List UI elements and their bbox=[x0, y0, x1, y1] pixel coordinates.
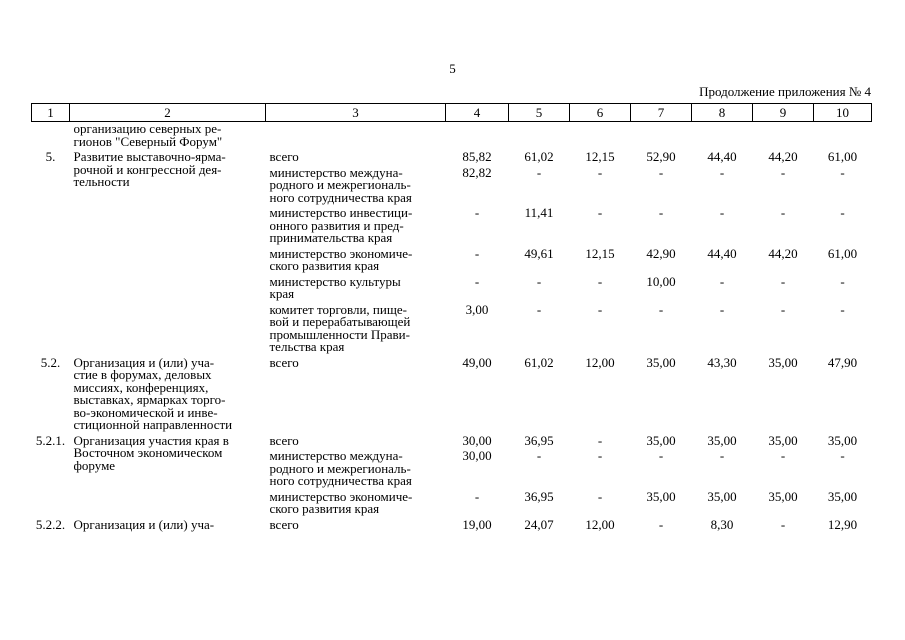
amount-cell: - bbox=[658, 516, 664, 532]
item-number: 5.2.2. bbox=[35, 516, 66, 532]
funding-source: всего bbox=[269, 149, 299, 164]
amount-cell: - bbox=[840, 164, 845, 180]
amount-cell: - bbox=[597, 432, 603, 448]
item-name: Организация и (или) уча- bbox=[73, 516, 215, 532]
amount-cell: 12,90 bbox=[827, 516, 858, 532]
amount-cell: - bbox=[597, 448, 603, 463]
amount-cell: 49,61 bbox=[524, 245, 554, 261]
amount-cell: 35,00 bbox=[768, 432, 798, 448]
amount-cell: 44,40 bbox=[707, 245, 737, 261]
header-cell: 6 bbox=[570, 104, 631, 122]
amount-cell: - bbox=[780, 273, 786, 289]
header-cell: 3 bbox=[266, 104, 446, 122]
amount-cell: - bbox=[719, 273, 725, 289]
amount-cell: - bbox=[474, 488, 480, 504]
amount-cell: - bbox=[536, 448, 542, 463]
page-number: 5 bbox=[449, 61, 456, 76]
amount-cell: 61,02 bbox=[524, 149, 554, 164]
amount-cell: - bbox=[658, 205, 664, 220]
amount-cell: 36,95 bbox=[524, 488, 554, 504]
amount-cell: 35,00 bbox=[827, 488, 858, 504]
amount-cell: 35,00 bbox=[768, 488, 798, 504]
amount-cell: - bbox=[658, 301, 664, 317]
table-row bbox=[32, 150, 872, 166]
amount-cell: 44,40 bbox=[707, 149, 737, 164]
funding-source: всего bbox=[269, 432, 299, 448]
funding-source: всего bbox=[269, 354, 299, 370]
amount-cell: - bbox=[597, 488, 603, 504]
amount-cell: 36,95 bbox=[524, 432, 554, 448]
amount-cell: 11,41 bbox=[524, 205, 554, 220]
amount-cell: 35,00 bbox=[646, 354, 676, 370]
amount-cell: - bbox=[840, 273, 845, 289]
table-row bbox=[32, 518, 872, 534]
amount-cell: 52,90 bbox=[646, 149, 676, 164]
header-cell: 1 bbox=[32, 104, 70, 122]
amount-cell: - bbox=[840, 205, 845, 220]
amount-cell: - bbox=[597, 205, 603, 220]
amount-cell: 30,00 bbox=[462, 448, 492, 463]
amount-cell: 42,90 bbox=[646, 245, 676, 261]
amount-cell: - bbox=[536, 273, 542, 289]
amount-cell: - bbox=[658, 164, 664, 180]
amount-cell: - bbox=[597, 164, 603, 180]
amount-cell: 12,00 bbox=[585, 516, 615, 532]
amount-cell: - bbox=[780, 448, 786, 463]
amount-cell: - bbox=[474, 245, 480, 261]
funding-source: министерство экономиче- ского развития края bbox=[269, 245, 413, 273]
continued-item-name: организацию северных ре- гионов "Северный Форум" bbox=[73, 121, 223, 149]
amount-cell: - bbox=[780, 205, 786, 220]
item-number: 5.2. bbox=[40, 354, 61, 370]
item-name: Развитие выставочно-ярма- рочной и конгрессной дея- тельности bbox=[73, 149, 226, 189]
amount-cell: 61,00 bbox=[827, 149, 858, 164]
amount-cell: 30,00 bbox=[462, 432, 492, 448]
amount-cell: 35,00 bbox=[707, 432, 737, 448]
funding-source: министерство междуна- родного и межрегиональ- ного сотрудничества края bbox=[269, 164, 412, 205]
amount-cell: 85,82 bbox=[462, 149, 492, 164]
amount-cell: - bbox=[840, 301, 845, 317]
funding-source: министерство культуры края bbox=[269, 273, 401, 301]
amount-cell: 24,07 bbox=[524, 516, 554, 532]
amount-cell: 44,20 bbox=[768, 149, 798, 164]
amount-cell: 8,30 bbox=[710, 516, 734, 532]
funding-source: министерство экономиче- ского развития края bbox=[269, 488, 413, 516]
amount-cell: 47,90 bbox=[827, 354, 858, 370]
item-name: Организация и (или) уча- стие в форумах, деловых миссиях, конференциях, выставках, ярмарках торго- во-экономической и инве- стиционной направленности bbox=[73, 354, 233, 432]
funding-source: министерство междуна- родного и межрегиональ- ного сотрудничества края bbox=[269, 448, 412, 488]
amount-cell: - bbox=[719, 205, 725, 220]
amount-cell: - bbox=[536, 301, 542, 317]
amount-cell: - bbox=[719, 448, 725, 463]
amount-cell: - bbox=[780, 516, 786, 532]
appendix-continuation-label: Продолжение приложения № 4 bbox=[699, 84, 871, 99]
amount-cell: 10,00 bbox=[646, 273, 676, 289]
header-cell: 4 bbox=[446, 104, 509, 122]
amount-cell: 61,00 bbox=[827, 245, 858, 261]
amount-cell: - bbox=[597, 301, 603, 317]
funding-source: комитет торговли, пище- вой и перерабатывающей промышленности Прави- тельства края bbox=[269, 301, 411, 354]
header-row bbox=[32, 104, 872, 122]
item-number: 5.2.1. bbox=[35, 432, 66, 448]
funding-source: всего bbox=[269, 516, 299, 532]
funding-source: министерство инвестици- онного развития и пред- принимательства края bbox=[269, 205, 413, 245]
header-cell: 7 bbox=[631, 104, 692, 122]
amount-cell: 19,00 bbox=[462, 516, 492, 532]
header-cell: 5 bbox=[509, 104, 570, 122]
amount-cell: - bbox=[780, 164, 786, 180]
amount-cell: 35,00 bbox=[646, 488, 676, 504]
amount-cell: 35,00 bbox=[646, 432, 676, 448]
amount-cell: - bbox=[536, 164, 542, 180]
item-number: 5. bbox=[45, 149, 56, 164]
amount-cell: 35,00 bbox=[768, 354, 798, 370]
header-cell: 9 bbox=[753, 104, 814, 122]
amount-cell: - bbox=[780, 301, 786, 317]
header-cell: 8 bbox=[692, 104, 753, 122]
amount-cell: - bbox=[719, 301, 725, 317]
amount-cell: 35,00 bbox=[707, 488, 737, 504]
amount-cell: 61,02 bbox=[524, 354, 554, 370]
amount-cell: 12,00 bbox=[585, 354, 615, 370]
amount-cell: - bbox=[658, 448, 664, 463]
header-cell: 2 bbox=[70, 104, 266, 122]
amount-cell: - bbox=[597, 273, 603, 289]
funding-table bbox=[31, 103, 872, 533]
table-row bbox=[32, 356, 872, 434]
amount-cell: 3,00 bbox=[465, 301, 489, 317]
amount-cell: 44,20 bbox=[768, 245, 798, 261]
table-row bbox=[32, 434, 872, 450]
item-name: Организация участия края в Восточном экономическом форуме bbox=[73, 432, 229, 473]
amount-cell: 43,30 bbox=[707, 354, 737, 370]
amount-cell: - bbox=[474, 205, 480, 220]
amount-cell: - bbox=[719, 164, 725, 180]
amount-cell: - bbox=[474, 273, 480, 289]
amount-cell: 35,00 bbox=[827, 432, 858, 448]
amount-cell: 82,82 bbox=[462, 164, 492, 180]
amount-cell: 12,15 bbox=[585, 245, 615, 261]
amount-cell: 12,15 bbox=[585, 149, 615, 164]
table-row bbox=[32, 122, 872, 151]
amount-cell: 49,00 bbox=[462, 354, 492, 370]
header-cell: 10 bbox=[814, 104, 872, 122]
amount-cell: - bbox=[840, 448, 845, 463]
